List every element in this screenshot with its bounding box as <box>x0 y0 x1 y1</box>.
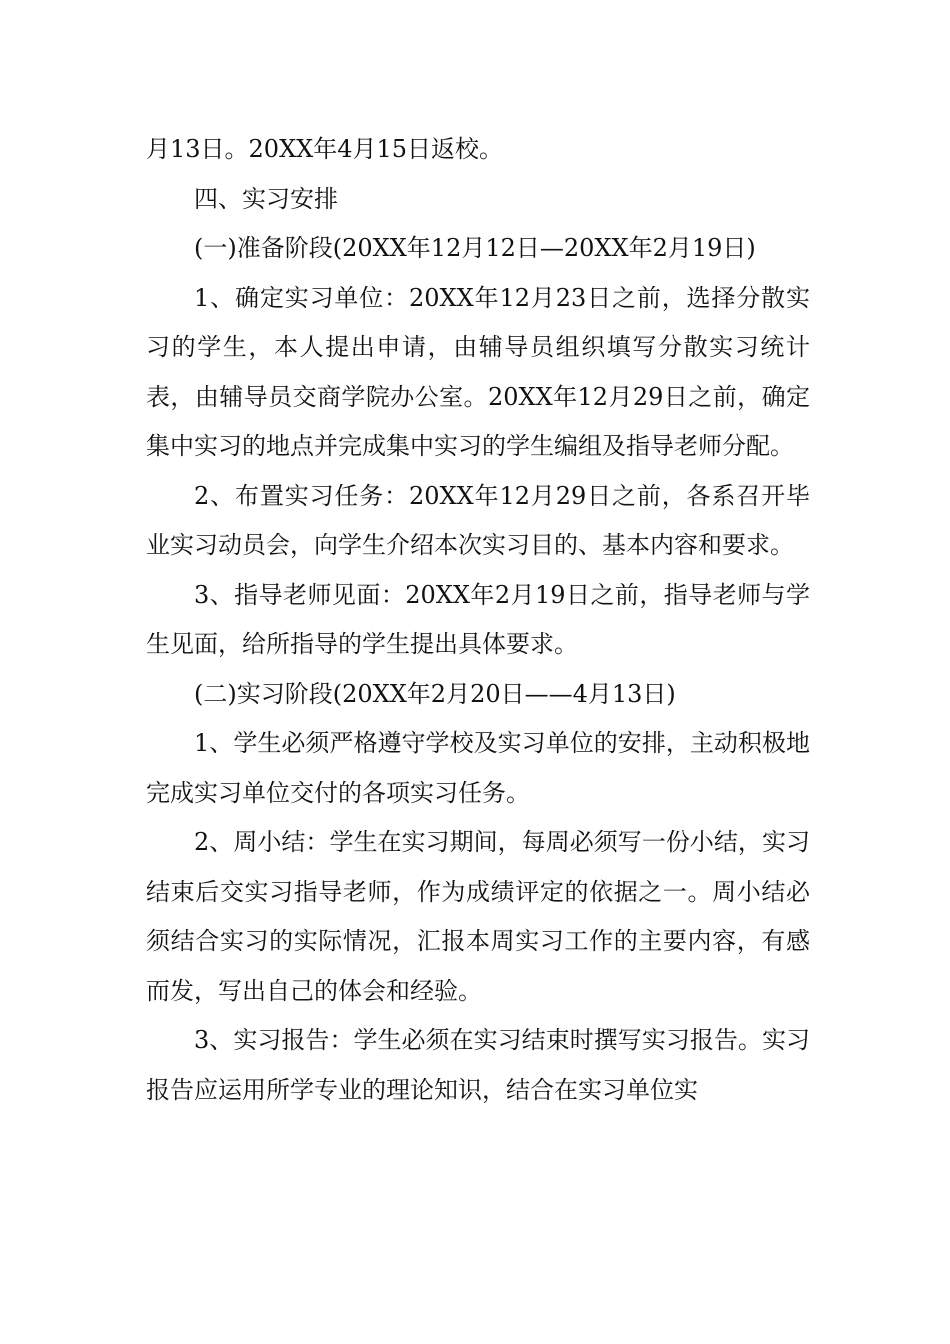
paragraph-confirm-unit: 1、确定实习单位：20XX年12月23日之前，选择分散实习的学生，本人提出申请，由辅导员组织填写分散实习统计表，由辅导员交商学院办公室。20XX年12月29日之前，确定集中实习的地点并完成集中实习的学生编组及指导老师分配。 <box>146 283 810 460</box>
document-body <box>146 125 810 1115</box>
paragraph-follow-rules: 1、学生必须严格遵守学校及实习单位的安排，主动积极地完成实习单位交付的各项实习任务。 <box>146 729 810 807</box>
paragraph-internship-report: 3、实习报告：学生必须在实习结束时撰写实习报告。实习报告应运用所学专业的理论知识，结合在实习单位实 <box>146 1026 810 1104</box>
paragraph-weekly-summary: 2、周小结：学生在实习期间，每周必须写一份小结，实习结束后交实习指导老师，作为成绩评定的依据之一。周小结必须结合实习的实际情况，汇报本周实习工作的主要内容，有感而发，写出自己的体会和经验。 <box>146 828 810 1005</box>
paragraph-date-return: 月13日。20XX年4月15日返校。 <box>146 135 504 163</box>
subheading-internship-stage: (二)实习阶段(20XX年2月20日——4月13日) <box>194 679 676 708</box>
paragraph-assign-tasks: 2、布置实习任务：20XX年12月29日之前，各系召开毕业实习动员会，向学生介绍本次实习目的、基本内容和要求。 <box>146 481 810 559</box>
paragraph-teacher-meeting: 3、指导老师见面：20XX年2月19日之前，指导老师与学生见面，给所指导的学生提出具体要求。 <box>146 580 810 658</box>
subheading-preparation-stage: (一)准备阶段(20XX年12月12日—20XX年2月19日) <box>194 234 756 262</box>
section-heading-internship-arrangement: 四、实习安排 <box>194 184 338 213</box>
